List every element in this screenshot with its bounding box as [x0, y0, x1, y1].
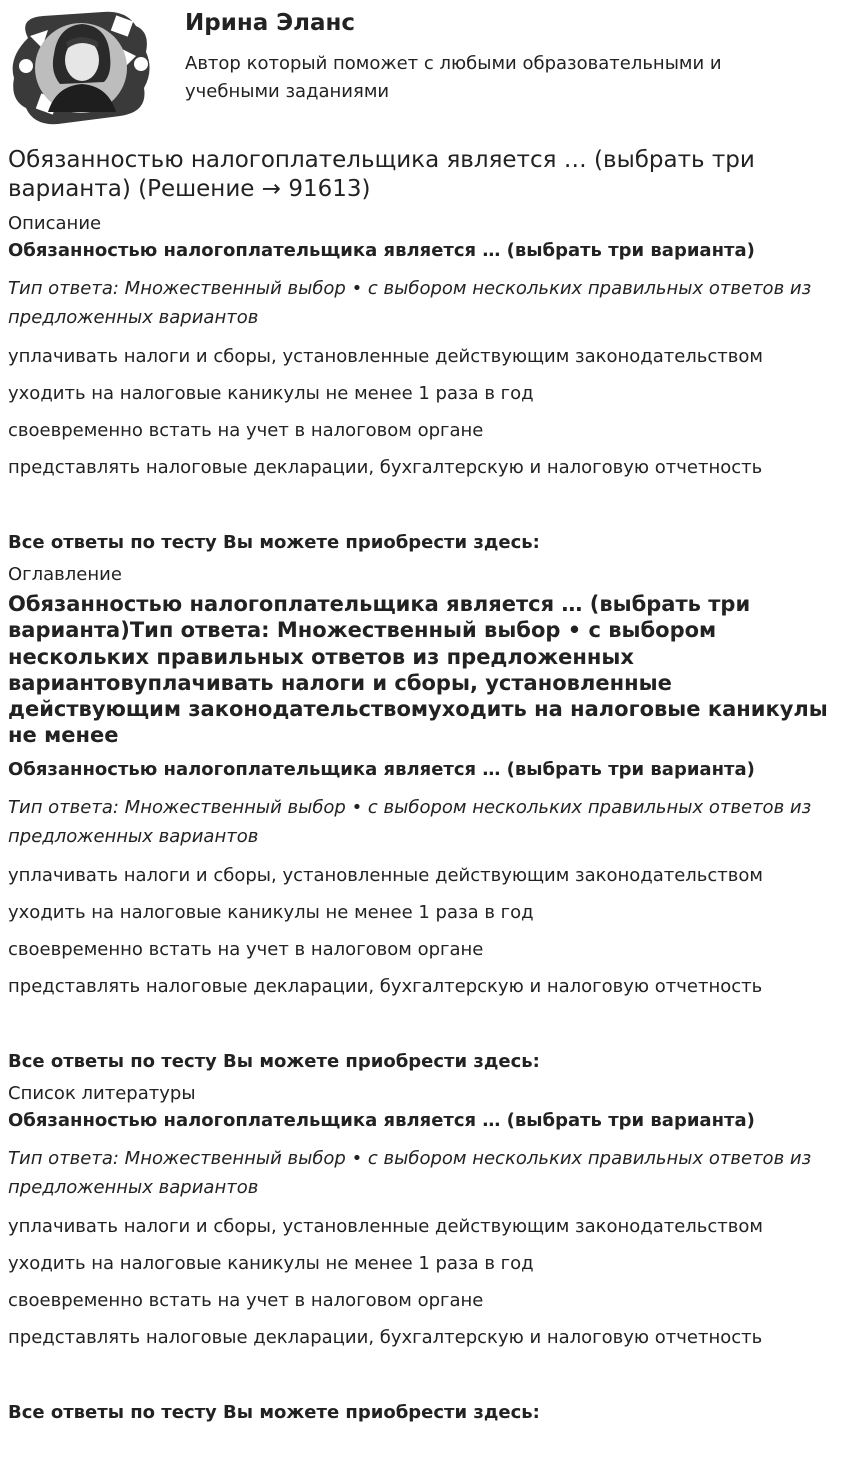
answer-option-3: своевременно встать на учет в налоговом органе — [8, 420, 484, 441]
main-content — [8, 146, 840, 1425]
answer-option-2: уходить на налоговые каникулы не менее 1 раза в год — [8, 383, 534, 404]
answer-type: Тип ответа: Множественный выбор • с выбором нескольких правильных ответов из предложенных вариантов — [8, 1147, 812, 1198]
answer-option-4: представлять налоговые декларации, бухгалтерскую и налоговую отчетность — [8, 457, 763, 478]
author-name[interactable]: Ирина Эланс — [185, 10, 356, 36]
answer-type: Тип ответа: Множественный выбор • с выбором нескольких правильных ответов из предложенных вариантов — [8, 796, 812, 847]
question-text: Обязанностью налогоплательщика является … (выбрать три варианта) — [8, 1109, 755, 1131]
description-section — [8, 212, 840, 555]
answer-option-4: представлять налоговые декларации, бухгалтерскую и налоговую отчетность — [8, 975, 763, 997]
literature-section — [8, 1082, 840, 1425]
answer-option-1: уплачивать налоги и сборы, установленные действующим законодательством — [8, 1215, 763, 1237]
buy-answers-text: Все ответы по тесту Вы можете приобрести здесь: — [8, 532, 540, 553]
answer-option-4: представлять налоговые декларации, бухгалтерскую и налоговую отчетность — [8, 1326, 763, 1348]
toc-section — [8, 563, 840, 1074]
answer-option-1: уплачивать налоги и сборы, установленные действующим законодательством — [8, 346, 763, 367]
answer-option-3: своевременно встать на учет в налоговом органе — [8, 1289, 484, 1311]
toc-heading: Обязанностью налогоплательщика является … (выбрать три варианта)Тип ответа: Множественный выбор • с выбором нескольких правильных ответов из предложенных вариантовуплачивать налоги и сборы, установленные действующим законодательствомуходить на налоговые каникулы не менее — [8, 592, 828, 748]
page-title: Обязанностью налогоплательщика является … (выбрать три варианта) (Решение → 91613) — [8, 147, 755, 202]
author-header — [0, 0, 847, 140]
author-description: Автор который поможет с любыми образовательными и учебными заданиями — [185, 53, 722, 102]
question-text: Обязанностью налогоплательщика является … (выбрать три варианта) — [8, 758, 755, 780]
author-avatar[interactable] — [8, 8, 153, 126]
toc-label: Оглавление — [8, 564, 122, 585]
answer-type: Тип ответа: Множественный выбор • с выбором нескольких правильных ответов из предложенных вариантов — [8, 278, 812, 328]
answer-option-1: уплачивать налоги и сборы, установленные действующим законодательством — [8, 864, 763, 886]
buy-answers-text: Все ответы по тесту Вы можете приобрести здесь: — [8, 1050, 540, 1072]
answer-option-2: уходить на налоговые каникулы не менее 1 раза в год — [8, 901, 534, 923]
description-label: Описание — [8, 213, 102, 234]
avatar-photo — [35, 23, 127, 113]
literature-label: Список литературы — [8, 1082, 196, 1104]
answer-option-3: своевременно встать на учет в налоговом органе — [8, 938, 484, 960]
question-text: Обязанностью налогоплательщика является … (выбрать три варианта) — [8, 240, 755, 261]
answer-option-2: уходить на налоговые каникулы не менее 1 раза в год — [8, 1252, 534, 1274]
buy-answers-text: Все ответы по тесту Вы можете приобрести здесь: — [8, 1401, 540, 1423]
